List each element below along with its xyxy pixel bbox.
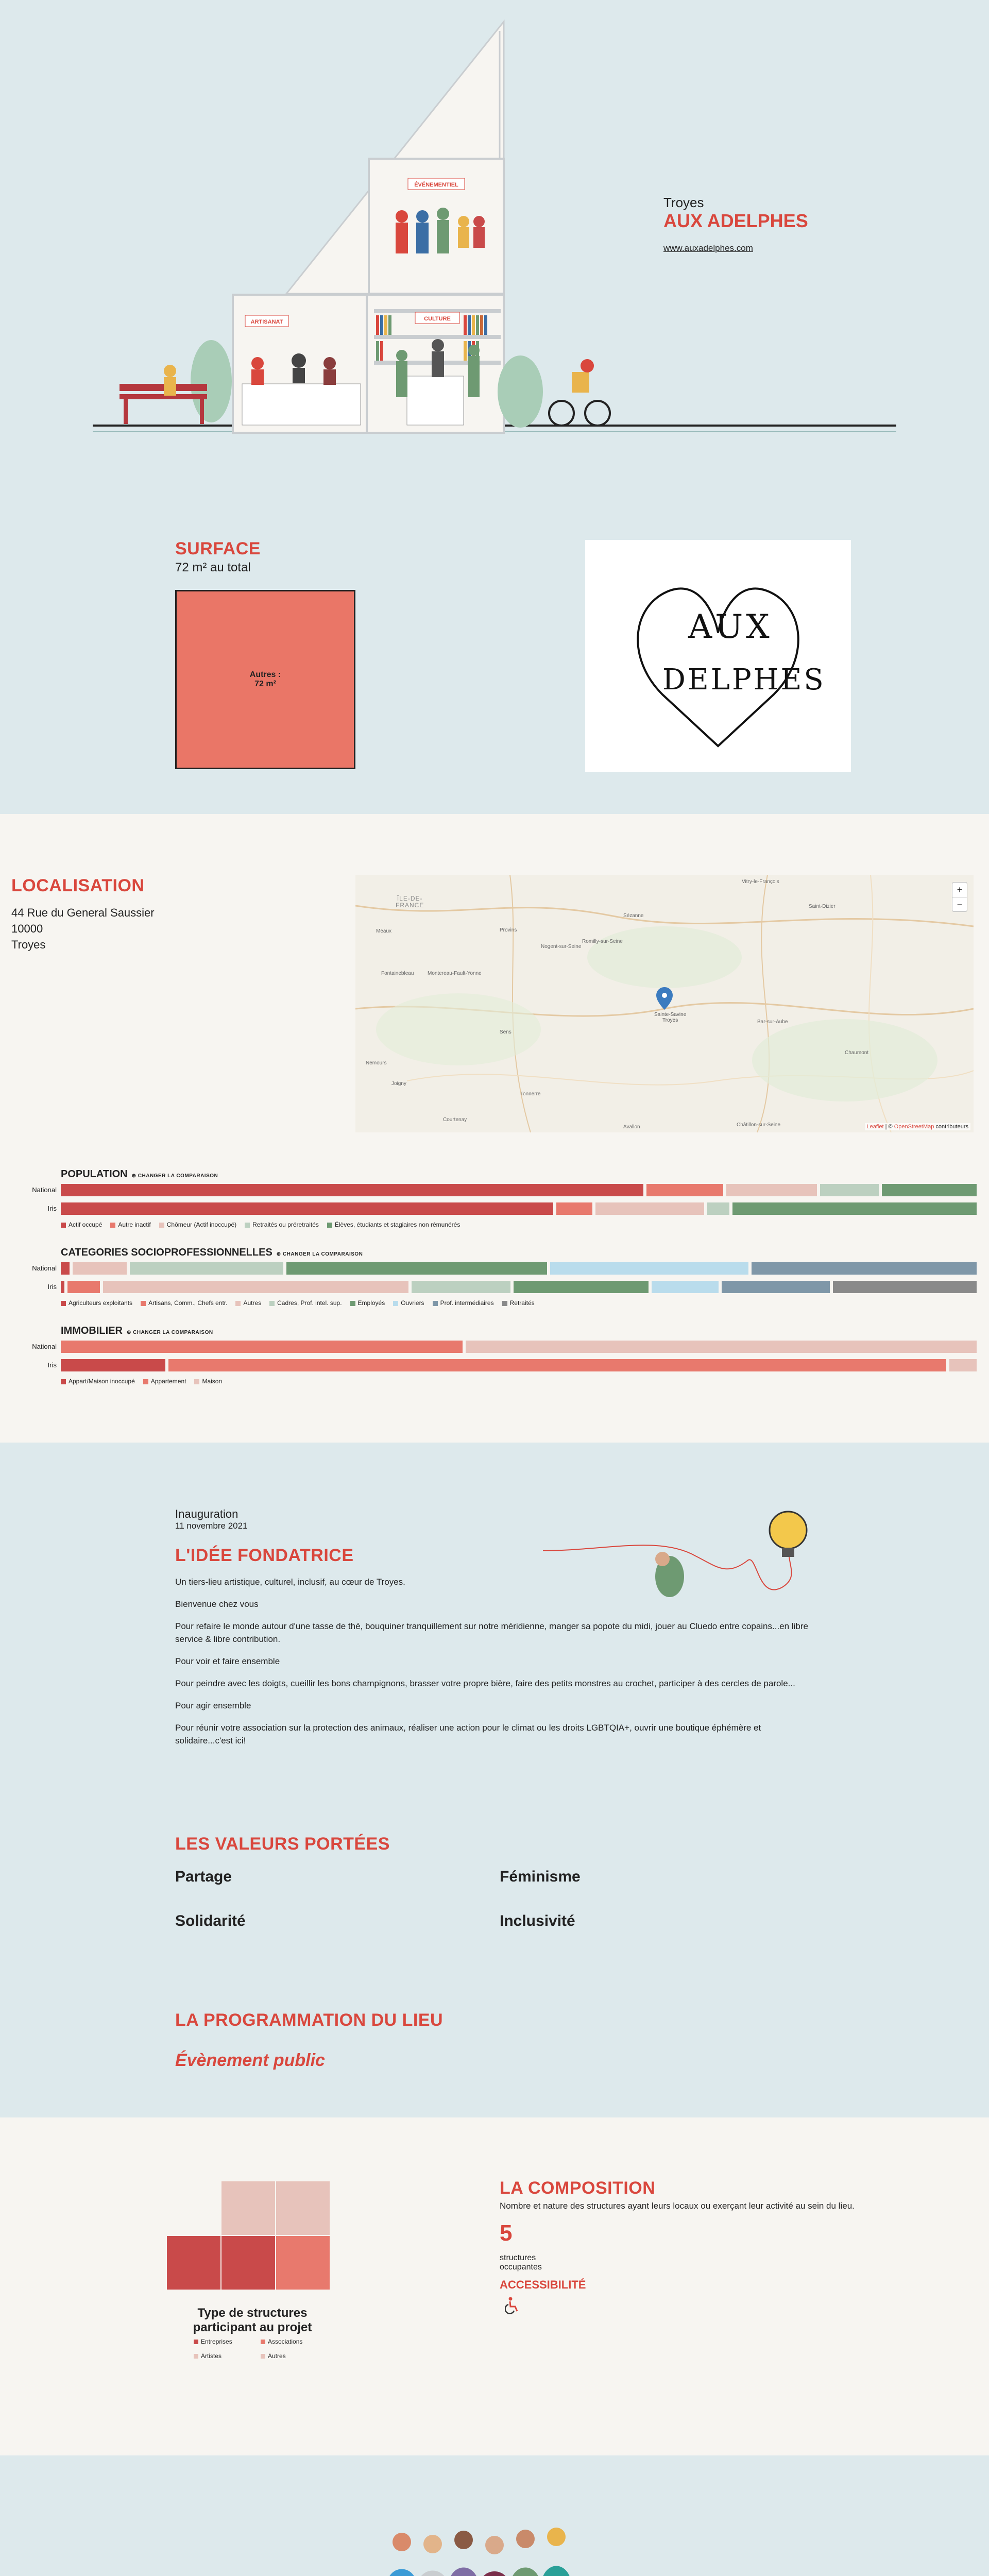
map-place: Meaux [376, 928, 392, 934]
people-illustration [376, 2521, 623, 2576]
legend-swatch [235, 1301, 241, 1306]
map-place: Fontainebleau [381, 971, 414, 976]
legend-swatch [159, 1223, 164, 1228]
idee-title: L'IDÉE FONDATRICE [175, 1546, 354, 1565]
population-row-label: Iris [47, 1205, 57, 1212]
legend-label: Retraités ou préretraités [252, 1221, 319, 1228]
valeur-item: Solidarité [175, 1912, 246, 1929]
localisation-title: LOCALISATION [11, 876, 145, 895]
legend-label: Artisans, Comm., Chefs entr. [148, 1299, 228, 1307]
hero-city: Troyes [663, 195, 704, 210]
map[interactable] [355, 875, 974, 1132]
legend-swatch [61, 1379, 66, 1384]
sign-evenementiel: ÉVÉNEMENTIEL [414, 182, 458, 188]
bar-segment[interactable] [722, 1281, 829, 1293]
population-compare-button[interactable]: ⊕ CHANGER LA COMPARAISON [131, 1173, 218, 1179]
address [11, 905, 155, 953]
count-label-line: structures [500, 2253, 536, 2262]
population-row-label: National [32, 1186, 57, 1194]
bar-segment[interactable] [67, 1281, 100, 1293]
bar-segment[interactable] [412, 1281, 510, 1293]
map-zoom-control [952, 882, 967, 912]
accessibilite-title: ACCESSIBILITÉ [500, 2278, 586, 2291]
legend-swatch [502, 1301, 507, 1306]
hero-place-name: AUX ADELPHES [663, 210, 808, 231]
bar-segment[interactable] [61, 1281, 64, 1293]
structure-tile [221, 2181, 275, 2235]
structure-tile [167, 2236, 220, 2290]
population-bar-iris [61, 1202, 977, 1215]
legend-label: Appartement [150, 1378, 186, 1385]
legend-swatch [61, 1301, 66, 1306]
map-place: Saint-Dizier [809, 904, 835, 909]
csp-bar-national [61, 1262, 977, 1275]
structures-legend-item [261, 2338, 328, 2345]
structure-tile [276, 2236, 330, 2290]
legend-swatch [141, 1301, 146, 1306]
bar-segment[interactable] [833, 1281, 977, 1293]
map-place: Romilly-sur-Seine [582, 939, 623, 944]
map-place: Vitry-le-François [742, 879, 779, 885]
legend-label: Associations [268, 2338, 303, 2345]
leaflet-link[interactable]: Leaflet [866, 1124, 884, 1130]
legend-item [393, 1299, 424, 1307]
legend-swatch [327, 1223, 332, 1228]
legend-item [327, 1221, 460, 1228]
zoom-in-button[interactable]: + [957, 885, 963, 895]
address-postcode: 10000 [11, 922, 43, 935]
bar-segment[interactable] [882, 1184, 977, 1196]
structures-legend-item [261, 2352, 328, 2360]
bar-segment[interactable] [73, 1262, 127, 1275]
wheelchair-icon [505, 2297, 520, 2314]
legend-item [194, 1378, 222, 1385]
legend-item [61, 1378, 135, 1385]
logo-text-bottom: DELPHES [662, 663, 826, 697]
legend-swatch [110, 1223, 115, 1228]
surface-tile-value: 72 m² [254, 680, 276, 688]
attribution-text: contributeurs [934, 1124, 968, 1130]
legend-label: Agriculteurs exploitants [69, 1299, 133, 1307]
programmation-title: LA PROGRAMMATION DU LIEU [175, 2010, 444, 2030]
structures-count-label [500, 2253, 542, 2272]
legend-swatch [350, 1301, 355, 1306]
inauguration-date: 11 novembre 2021 [175, 1521, 248, 1531]
bar-segment[interactable] [61, 1184, 643, 1196]
map-place: Sézanne [623, 913, 644, 919]
surface-treemap-tile [175, 590, 355, 769]
legend-label: Prof. intermédiaires [440, 1299, 494, 1307]
map-place: Tonnerre [520, 1091, 541, 1097]
immobilier-bar-national [61, 1341, 977, 1353]
legend-label: Élèves, étudiants et stagiaires non rémunérés [334, 1221, 461, 1228]
structures-chart-title: Type de structures participant au projet [193, 2306, 312, 2334]
hero-section [0, 0, 989, 697]
structure-tile [221, 2236, 275, 2290]
map-place: Chaumont [845, 1050, 869, 1056]
bar-segment[interactable] [103, 1281, 408, 1293]
legend-swatch [194, 1379, 199, 1384]
legend-item [143, 1378, 186, 1385]
idee-paragraph: Un tiers-lieu artistique, culturel, inclusif, au cœur de Troyes. [175, 1577, 405, 1587]
legend-label: Maison [202, 1378, 223, 1385]
legend-swatch [61, 1223, 66, 1228]
structures-legend-item [194, 2338, 261, 2345]
bar-segment[interactable] [949, 1359, 977, 1371]
acteurs-section [0, 2455, 989, 2576]
map-attribution [865, 1123, 970, 1130]
bar-segment[interactable] [732, 1202, 977, 1215]
bar-segment[interactable] [726, 1184, 816, 1196]
csp-legend [61, 1299, 535, 1307]
map-place: Châtillon-sur-Seine [737, 1122, 781, 1128]
composition-title: LA COMPOSITION [500, 2178, 656, 2198]
legend-item [245, 1221, 319, 1228]
bar-segment[interactable] [707, 1202, 730, 1215]
legend-item [61, 1299, 132, 1307]
map-pin-label [654, 1012, 686, 1023]
csp-title-text: CATEGORIES SOCIOPROFESSIONNELLES [61, 1247, 272, 1258]
logo-text-top: AUX [688, 608, 773, 646]
bar-segment[interactable] [61, 1359, 165, 1371]
legend-swatch [269, 1301, 275, 1306]
bar-segment[interactable] [286, 1262, 548, 1275]
legend-label: Appart/Maison inoccupé [69, 1378, 135, 1385]
map-place: Nogent-sur-Seine [541, 944, 582, 950]
website-link[interactable]: www.auxadelphes.com [663, 243, 753, 253]
legend-item [61, 1221, 102, 1228]
valeur-item: Partage [175, 1868, 232, 1885]
structure-tile [276, 2181, 330, 2235]
address-street: 44 Rue du General Saussier [11, 906, 155, 919]
immobilier-compare-button[interactable]: ⊕ CHANGER LA COMPARAISON [127, 1330, 213, 1335]
programmation-item: Évènement public [175, 2050, 325, 2070]
legend-item [235, 1299, 261, 1307]
legend-item [433, 1299, 494, 1307]
csp-row-label: National [32, 1264, 57, 1272]
csp-row-label: Iris [47, 1283, 57, 1291]
map-region-line-2: FRANCE [396, 902, 424, 909]
immobilier-title-text: IMMOBILIER [61, 1325, 123, 1336]
map-place: Montereau-Fault-Yonne [428, 971, 482, 976]
legend-swatch [433, 1301, 438, 1306]
idee-paragraph: Bienvenue chez vous [175, 1599, 259, 1609]
csp-title [61, 1247, 363, 1259]
map-place: Nemours [366, 1060, 387, 1066]
legend-label: Ouvriers [401, 1299, 424, 1307]
csp-compare-button[interactable]: ⊕ CHANGER LA COMPARAISON [276, 1251, 363, 1257]
bar-segment[interactable] [752, 1262, 977, 1275]
structures-legend-item [194, 2352, 261, 2360]
legend-item [110, 1221, 150, 1228]
legend-label: Cadres, Prof. intel. sup. [277, 1299, 342, 1307]
bar-segment[interactable] [61, 1341, 463, 1353]
legend-label: Autres [243, 1299, 262, 1307]
address-city: Troyes [11, 938, 46, 951]
legend-item [141, 1299, 227, 1307]
map-place: Bar-sur-Aube [757, 1019, 788, 1025]
map-place: Courtenay [443, 1117, 467, 1123]
population-title [61, 1168, 218, 1180]
hero-illustration [0, 0, 989, 464]
logo-card [585, 540, 851, 772]
sign-artisanat: ARTISANAT [250, 319, 283, 325]
legend-label: Chômeur (Actif inoccupé) [166, 1221, 237, 1228]
surface-total: 72 m² au total [175, 561, 251, 574]
bar-segment[interactable] [466, 1341, 977, 1353]
legend-swatch [143, 1379, 148, 1384]
immobilier-row-label: Iris [47, 1361, 57, 1369]
immobilier-bar-iris [61, 1359, 977, 1371]
zoom-out-button[interactable]: − [952, 897, 967, 911]
attribution-separator: | © [883, 1124, 894, 1130]
legend-label: Autre inactif [118, 1221, 151, 1228]
legend-item [269, 1299, 342, 1307]
legend-item [159, 1221, 236, 1228]
bar-segment[interactable] [514, 1281, 649, 1293]
legend-label: Actif occupé [69, 1221, 103, 1228]
valeurs-title: LES VALEURS PORTÉES [175, 1834, 390, 1854]
immobilier-row-label: National [32, 1343, 57, 1350]
idee-section [0, 1443, 989, 2117]
map-pin-line-1: Sainte-Savine [654, 1012, 687, 1018]
bar-segment[interactable] [646, 1184, 723, 1196]
map-place: Sens [500, 1029, 511, 1035]
bar-segment[interactable] [556, 1202, 592, 1215]
bar-segment[interactable] [61, 1262, 70, 1275]
structures-count: 5 [500, 2221, 513, 2246]
bar-segment[interactable] [550, 1262, 748, 1275]
map-region-line-1: ÎLE-DE- [397, 895, 423, 902]
map-tiles [355, 875, 974, 1132]
legend-label: Autres [268, 2352, 286, 2360]
bar-segment[interactable] [652, 1281, 719, 1293]
population-title-text: POPULATION [61, 1168, 128, 1180]
aux-adelphes-logo [585, 540, 851, 772]
localisation-section [0, 814, 989, 1443]
bar-segment[interactable] [595, 1202, 704, 1215]
map-place: Provins [500, 927, 517, 933]
idee-body [175, 1575, 809, 1756]
legend-label: Retraités [509, 1299, 535, 1307]
inauguration-label: Inauguration [175, 1507, 238, 1520]
map-pin-line-2: Troyes [662, 1018, 678, 1023]
count-label-line: occupantes [500, 2263, 542, 2272]
legend-label: Artistes [201, 2352, 222, 2360]
population-legend [61, 1221, 460, 1228]
composition-subtitle: Nombre et nature des structures ayant leurs locaux ou exerçant leur activité au sein du lieu. [500, 2201, 855, 2211]
legend-swatch [393, 1301, 398, 1306]
immobilier-legend [61, 1378, 222, 1385]
idee-paragraph: Pour peindre avec les doigts, cueillir les bons champignons, brasser votre propre bière, faire des petits monstres au crochet, participer à des cercles de parole... [175, 1679, 795, 1688]
bar-segment[interactable] [130, 1262, 283, 1275]
idee-paragraph: Pour réunir votre association sur la protection des animaux, réaliser une action pour le climat ou les droits LGBTQIA+, ouvrir une boutique éphémère et solidaire...c'est ici! [175, 1723, 761, 1745]
sign-culture: CULTURE [424, 316, 451, 322]
valeur-item: Féminisme [500, 1868, 581, 1885]
idee-paragraph: Pour agir ensemble [175, 1701, 251, 1710]
bar-segment[interactable] [820, 1184, 879, 1196]
valeur-item: Inclusivité [500, 1912, 575, 1929]
idee-paragraph: Pour refaire le monde autour d'une tasse de thé, bouquiner tranquillement sur notre méridienne, manger sa popote du midi, jouer au Cluedo entre copains...en libre service & libre contribution. [175, 1621, 808, 1644]
surface-title: SURFACE [175, 539, 261, 558]
map-place: Avallon [623, 1124, 640, 1130]
legend-swatch [245, 1223, 250, 1228]
bar-segment[interactable] [168, 1359, 946, 1371]
composition-section [0, 2117, 989, 2455]
legend-label: Employés [357, 1299, 385, 1307]
csp-bar-iris [61, 1281, 977, 1293]
legend-item [502, 1299, 535, 1307]
population-bar-national [61, 1184, 977, 1196]
legend-label: Entreprises [201, 2338, 232, 2345]
immobilier-title [61, 1325, 213, 1337]
structures-legend [194, 2338, 328, 2360]
map-region-label [396, 895, 424, 909]
legend-item [350, 1299, 385, 1307]
surface-tile-label: Autres : [249, 670, 281, 679]
idee-paragraph: Pour voir et faire ensemble [175, 1656, 280, 1666]
map-place: Joigny [391, 1081, 406, 1087]
osm-link[interactable]: OpenStreetMap [894, 1124, 934, 1130]
bar-segment[interactable] [61, 1202, 553, 1215]
